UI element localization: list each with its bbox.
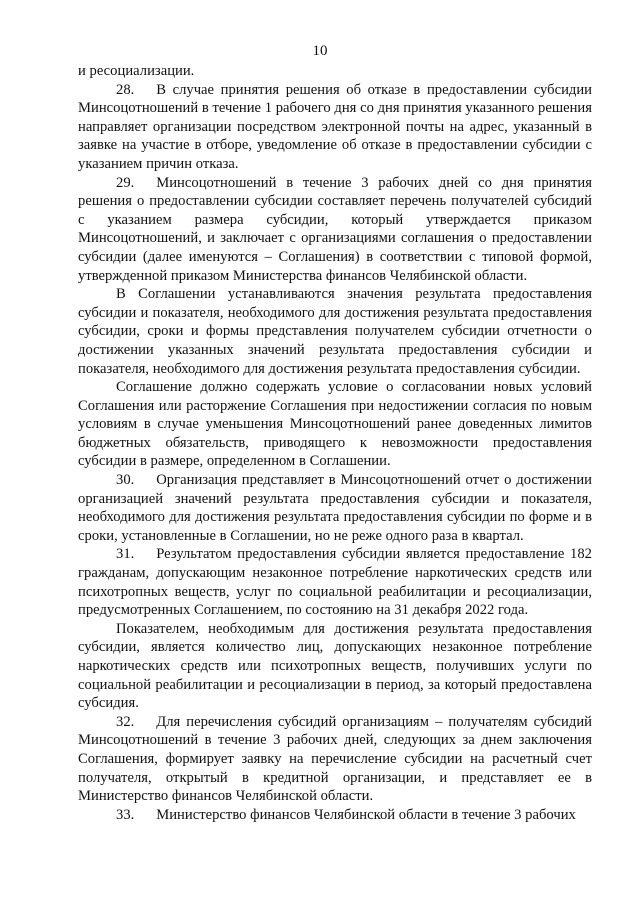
document-body — [78, 62, 592, 824]
paragraph-29-agreement-values: В Соглашении устанавливаются значения результата предоставления субсидии и показателя, необходимого для достижения результата предоставления субсидии, сроки и формы представления получателем субсидии отчетности о достижении указанных значений результата предоставления субсидии и показателя, необходимого для достижения результата предоставления субсидии. — [78, 286, 592, 377]
page-number: 10 — [312, 43, 328, 59]
paragraph-32: 32. Для перечисления субсидий организациям – получателям субсидий Минсоцотношений в течение 3 рабочих дней, следующих за днем заключения Соглашения, формирует заявку на перечисление субсидии на расчетный счет получателя, открытый в кредитной организации, и представляет ее в Министерство финансов Челябинской области. — [78, 713, 592, 805]
paragraph-31-indicator: Показателем, необходимым для достижения результата предоставления субсидии, является количество лиц, допускающих незаконное потребление наркотических средств или психотропных веществ, получивших услуги по социальной реабилитации и ресоциализации в период, за который предоставлена субсидия. — [78, 620, 592, 712]
paragraph-29-agreement-conditions: Соглашение должно содержать условие о согласовании новых условий Соглашения или расторжение Соглашения при недостижении согласия по новым условиям в случае уменьшения Минсоцотношений ранее доведенных лимитов бюджетных обязательств, приводящего к невозможности предоставления субсидии в размере, определенном в Соглашении. — [78, 379, 592, 470]
paragraph-33: 33. Министерство финансов Челябинской области в течение 3 рабочих — [116, 806, 576, 823]
paragraph-continuation: и ресоциализации. — [78, 63, 195, 79]
paragraph-29: 29. Минсоцотношений в течение 3 рабочих дней со дня принятия решения о предоставлении субсидии составляет перечень получателей субсидий с указанием размера субсидии, который утверждается приказом Минсоцотношений, и заключает с организациями соглашения о предоставлении субсидии (далее именуются – Соглашения) в соответствии с типовой формой, утвержденной приказом Министерства финансов Челябинской области. — [78, 174, 592, 284]
paragraph-30: 30. Организация представляет в Минсоцотношений отчет о достижении организацией значений результата предоставления субсидии и показателя, необходимого для достижения результата предоставления субсидии по форме и в сроки, установленные в Соглашении, но не реже одного раза в квартал. — [78, 472, 592, 544]
paragraph-28: 28. В случае принятия решения об отказе в предоставлении субсидии Минсоцотношений в течение 1 рабочего дня со дня принятия указанного решения направляет организации посредством электронной почты на адрес, указанный в заявке на участие в отборе, уведомление об отказе в предоставлении субсидии с указанием причин отказа. — [78, 81, 592, 172]
paragraph-31: 31. Результатом предоставления субсидии является предоставление 182 гражданам, допускающим незаконное потребление наркотических средств или психотропных веществ, услуг по социальной реабилитации и ресоциализации, предусмотренных Соглашением, по состоянию на 31 декабря 2022 года. — [78, 546, 592, 619]
